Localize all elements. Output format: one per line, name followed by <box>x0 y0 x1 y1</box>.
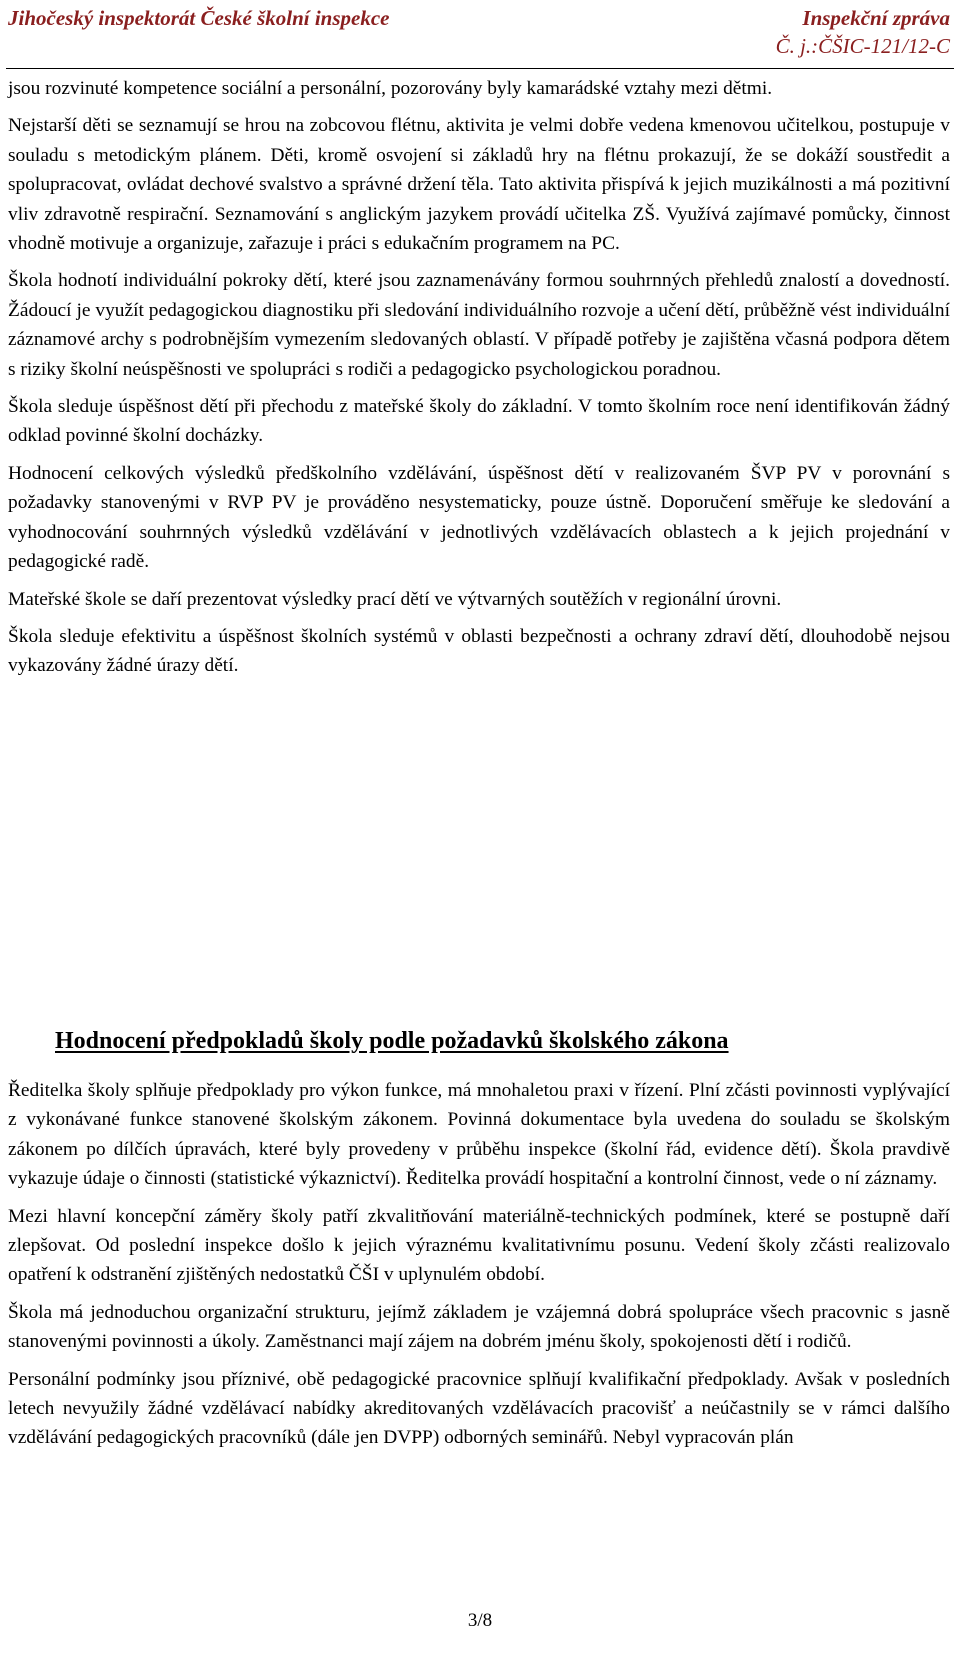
paragraph: Škola má jednoduchou organizační strukturu, jejímž základem je vzájemná dobrá spolupráce všech pracovnic s jasně stanovenými povinnosti a úkoly. Zaměstnanci mají zájem na dobrém jménu školy, spokojenosti dětí i rodičů. <box>8 1301 950 1353</box>
body-text-section-2 <box>8 1026 950 1461</box>
header-reference-number: Č. j.:ČŠIC-121/12-C <box>775 34 950 58</box>
page-number: 3/8 <box>467 1610 493 1631</box>
paragraph: Mezi hlavní koncepční záměry školy patří zkvalitňování materiálně-technických podmínek, které se postupně daří zlepšovat. Od poslední inspekce došlo k jejich výraznému kvalitativnímu posunu. Vedení školy zčásti realizovalo opatření k odstranění zjištěných nedostatků ČŠI v uplynulém období. <box>8 1205 950 1286</box>
section-heading: Hodnocení předpokladů školy podle požadavků školského zákona <box>55 1028 729 1054</box>
body-text-section-1 <box>8 74 950 689</box>
paragraph: Nejstarší děti se seznamují se hrou na zobcovou flétnu, aktivita je velmi dobře vedena kmenovou učitelkou, postupuje v souladu s metodickým plánem. Děti, kromě osvojení si základů hry na flétnu prokazují, že se dokáží soustředit a spolupracovat, ovládat dechové svalstvo a správné držení těla. Tato aktivita přispívá k jejich muzikálnosti a má pozitivní vliv zdravotně respirační. Seznamování s anglickým jazykem provádí učitelka ZŠ. Využívá zajímavé pomůcky, činnost vhodně motivuje a organizuje, zařazuje i práci s edukačním programem na PC. <box>8 115 950 255</box>
header-report-title: Inspekční zpráva <box>802 6 950 30</box>
paragraph: Ředitelka školy splňuje předpoklady pro výkon funkce, má mnohaletou praxi v řízení. Plní zčásti povinnosti vyplývající z vykonávané funkce stanovené školským zákonem. Povinná dokumentace byla uvedena do souladu se školským zákonem po dílčích úpravách, které byly provedeny v průběhu inspekce (školní řád, evidence dětí). Škola pravdivě vykazuje údaje o činnosti (statistické výkaznictví). Ředitelka provádí hospitační a kontrolní činnost, vede o ní záznamy. <box>8 1080 950 1190</box>
header-divider <box>6 68 954 69</box>
paragraph: Škola hodnotí individuální pokroky dětí, které jsou zaznamenávány formou souhrnných přehledů znalostí a dovedností. Žádoucí je využít pedagogickou diagnostiku při sledování individuálního rozvoje a učení dětí, průběžně vést individuální záznamové archy s podrobnějším vymezením sledovaných oblastí. V případě potřeby je zajištěna včasná podpora dětem s riziky školní neúspěšnosti ve spolupráci s rodiči a pedagogicko psychologickou poradnou. <box>8 270 950 380</box>
paragraph: Škola sleduje efektivitu a úspěšnost školních systémů v oblasti bezpečnosti a ochrany zdraví dětí, dlouhodobě nejsou vykazovány žádné úrazy dětí. <box>8 625 950 677</box>
header-institution: Jihočeský inspektorát České školní inspekce <box>8 6 390 30</box>
paragraph: Škola sleduje úspěšnost dětí při přechodu z mateřské školy do základní. V tomto školním roce není identifikován žádný odklad povinné školní docházky. <box>8 396 950 447</box>
paragraph: Personální podmínky jsou příznivé, obě pedagogické pracovnice splňují kvalifikační předpoklady. Avšak v posledních letech nevyužily žádné vzdělávací nabídky akreditovaných vzdělávacích pracovišť a neúčastnily se v rámci dalšího vzdělávání pedagogických pracovníků (dále jen DVPP) odborných seminářů. Nebyl vypracován plán <box>8 1368 950 1449</box>
paragraph: jsou rozvinuté kompetence sociální a personální, pozorovány byly kamarádské vztahy mezi dětmi. <box>8 78 773 99</box>
paragraph: Hodnocení celkových výsledků předškolního vzdělávání, úspěšnost dětí v realizovaném ŠVP PV v porovnání s požadavky stanovenými v RVP PV je prováděno nesystematicky, pouze ústně. Doporučení směřuje ke sledování a vyhodnocování souhrnných výsledků vzdělávání v jednotlivých vzdělávacích oblastech a k jejich projednání v pedagogické radě. <box>8 462 950 573</box>
paragraph: Mateřské škole se daří prezentovat výsledky prací dětí ve výtvarných soutěžích v regionální úrovni. <box>8 588 782 610</box>
page-header <box>0 0 960 64</box>
